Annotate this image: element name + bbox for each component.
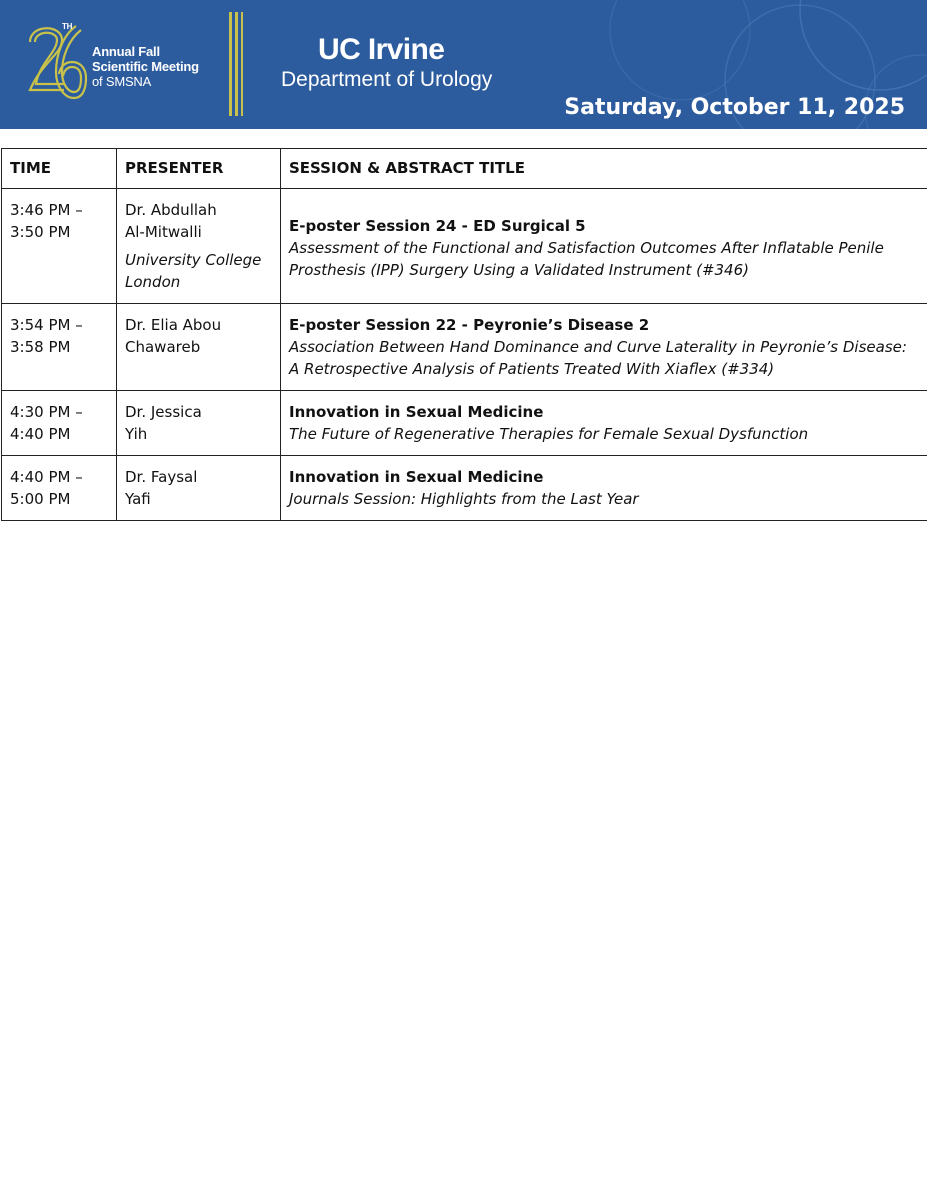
table-row: [2, 189, 927, 304]
header-banner: [0, 0, 927, 129]
time-end: 3:58 PM: [10, 338, 71, 356]
presenter-cell: [117, 456, 281, 521]
time-start: 3:54 PM –: [10, 316, 83, 334]
session-title: E-poster Session 22 - Peyronie’s Disease 2: [289, 316, 650, 334]
time-start: 4:30 PM –: [10, 403, 83, 421]
abstract-title: Journals Session: Highlights from the Last Year: [289, 490, 639, 508]
presenter-name: Dr. Elia Abou: [125, 316, 222, 334]
logo-superscript: TH: [62, 22, 73, 31]
university-name: UC Irvine: [318, 33, 445, 66]
affiliation-line-2: London: [125, 273, 181, 291]
time-end: 3:50 PM: [10, 223, 71, 241]
table-row: [2, 304, 927, 391]
time-end: 5:00 PM: [10, 490, 71, 508]
time-end: 4:40 PM: [10, 425, 71, 443]
schedule-table: [1, 148, 927, 521]
presenter-cell: [117, 391, 281, 456]
time-cell: [2, 456, 117, 521]
session-title: E-poster Session 24 - ED Surgical 5: [289, 217, 586, 235]
meeting-line-3: of SMSNA: [92, 74, 152, 89]
logo-text: [62, 19, 72, 34]
presenter-name-cont: Yafi: [125, 490, 151, 508]
session-cell: [281, 456, 927, 521]
presenter-name-cont: Yih: [125, 425, 148, 443]
abstract-title: Assessment of the Functional and Satisfaction Outcomes After Inflatable Penile Prosthesis (IPP) Surgery Using a Validated Instrument (#346): [289, 239, 884, 279]
session-cell: [281, 189, 927, 304]
header-session: SESSION & ABSTRACT TITLE: [281, 149, 927, 189]
meeting-line-1: Annual Fall: [92, 44, 160, 59]
presenter-name-cont: Chawareb: [125, 338, 201, 356]
time-start: 4:40 PM –: [10, 468, 83, 486]
time-cell: [2, 391, 117, 456]
header-presenter: PRESENTER: [117, 149, 281, 189]
time-cell: [2, 189, 117, 304]
session-cell: [281, 304, 927, 391]
time-start: 3:46 PM –: [10, 201, 83, 219]
abstract-title: The Future of Regenerative Therapies for Female Sexual Dysfunction: [289, 425, 809, 443]
logo-divider-bars: [228, 12, 244, 116]
event-date: Saturday, October 11, 2025: [564, 95, 905, 120]
presenter-affiliation: [125, 249, 272, 293]
session-title: Innovation in Sexual Medicine: [289, 468, 544, 486]
presenter-name: Dr. Abdullah: [125, 201, 217, 219]
session-title: Innovation in Sexual Medicine: [289, 403, 544, 421]
presenter-name: Dr. Jessica: [125, 403, 202, 421]
meeting-name: [92, 44, 199, 89]
header-time: TIME: [2, 149, 117, 189]
logo-26-mark: [26, 20, 88, 104]
table-row: [2, 456, 927, 521]
meeting-line-2: Scientific Meeting: [92, 59, 199, 74]
department-name: Department of Urology: [281, 68, 493, 91]
table-header-row: [2, 149, 927, 189]
presenter-cell: [117, 189, 281, 304]
presenter-cell: [117, 304, 281, 391]
time-cell: [2, 304, 117, 391]
abstract-title: Association Between Hand Dominance and Curve Laterality in Peyronie’s Disease: A Retrospective Analysis of Patients Treated With Xiaflex (#334): [289, 338, 907, 378]
affiliation-line-1: University College: [125, 251, 262, 269]
presenter-name: Dr. Faysal: [125, 468, 198, 486]
session-cell: [281, 391, 927, 456]
presenter-name-cont: Al-Mitwalli: [125, 223, 202, 241]
table-row: [2, 391, 927, 456]
